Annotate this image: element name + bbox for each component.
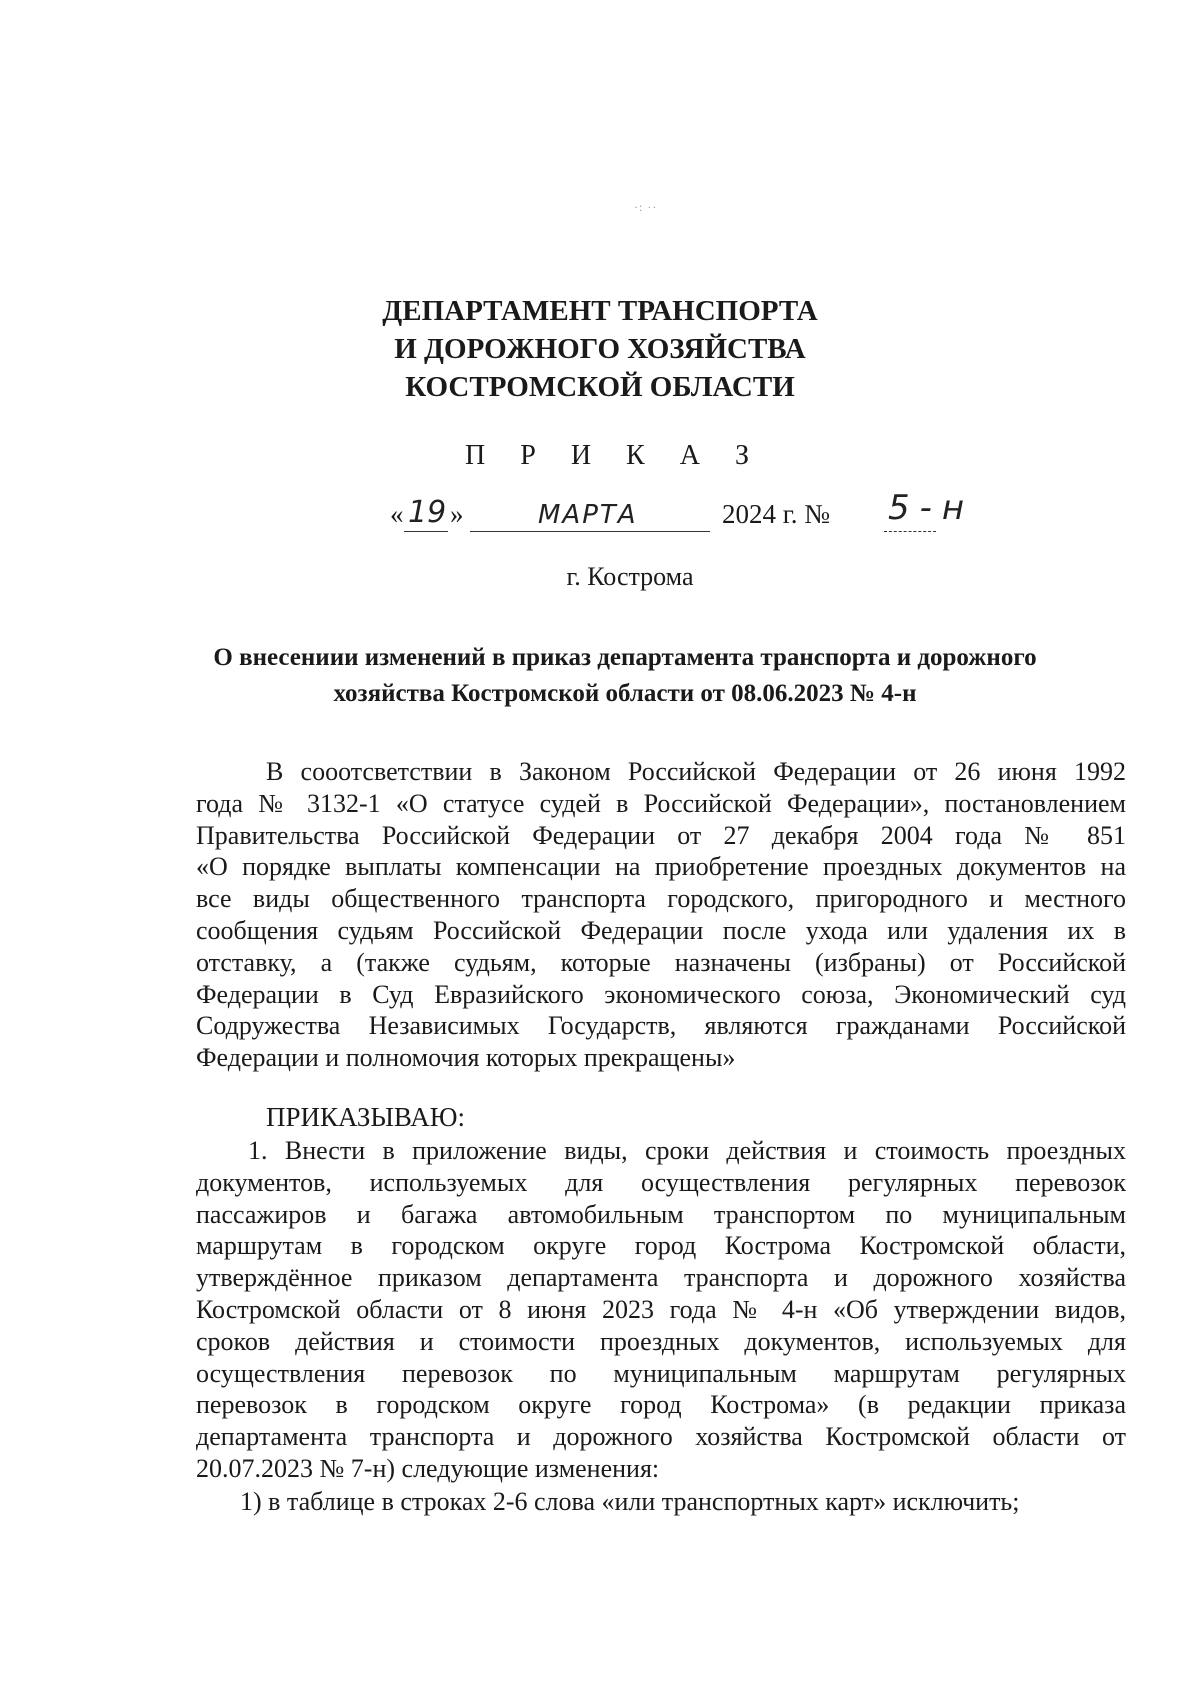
item-1-line: утверждённое приказом департамента транспорта и дорожного хозяйства xyxy=(196,1263,1126,1293)
document-type: П Р И К А З xyxy=(465,440,763,471)
header-line-2: И ДОРОЖНОГО ХОЗЯЙСТВА xyxy=(394,333,806,365)
preamble-line: сообщения судьям Российской Федерации после ухода или удаления их в xyxy=(196,915,1126,945)
number-underline xyxy=(884,531,936,532)
item-1-line: перевозок в городском округе город Кострома» (в редакции приказа xyxy=(196,1390,1126,1420)
month-underline xyxy=(470,531,710,532)
preamble-line: Содружества Независимых Государств, являются гражданами Российской xyxy=(196,1011,1126,1041)
order-word: ПРИКАЗЫВАЮ: xyxy=(266,1102,465,1132)
header-line-3: КОСТРОМСКОЙ ОБЛАСТИ xyxy=(405,371,795,403)
department-header xyxy=(0,292,1200,406)
item-1-line: 1. Внести в приложение виды, сроки действия и стоимость проездных xyxy=(248,1136,1126,1165)
item-1-line: документов, используемых для осуществления регулярных перевозок xyxy=(196,1167,1126,1197)
preamble-line: Правительства Российской Федерации от 27 декабря 2004 года № 851 xyxy=(196,820,1126,850)
preamble-line: отставку, а (также судьям, которые назначены (избраны) от Российской xyxy=(196,947,1126,977)
date-day: 19 xyxy=(408,495,447,530)
city: г. Кострома xyxy=(566,562,694,591)
header-line-1: ДЕПАРТАМЕНТ ТРАНСПОРТА xyxy=(382,295,818,327)
preamble-line: Федерации в Суд Евразийского экономического союза, Экономический суд xyxy=(196,979,1126,1009)
preamble xyxy=(196,756,1126,1074)
order-word-block xyxy=(196,1102,1126,1134)
subject-line-2: хозяйства Костромской области от 08.06.2023 № 4-н xyxy=(333,680,917,707)
subitem-1: 1) в таблице в строках 2-6 слова «или транспортных карт» исключить; xyxy=(240,1487,1020,1516)
item-1-line: 20.07.2023 № 7-н) следующие изменения: xyxy=(196,1453,660,1483)
item-1-line: осуществления перевозок по муниципальным маршрутам регулярных xyxy=(196,1358,1126,1388)
item-1-line: сроков действия и стоимости проездных документов, используемых для xyxy=(196,1326,1126,1356)
preamble-line: года № 3132-1 «О статусе судей в Российской Федерации», постановлением xyxy=(196,788,1126,818)
order-number: 5-н xyxy=(888,488,975,528)
item-1-line: маршрутам в городском округе город Кострома Костромской области, xyxy=(196,1231,1126,1261)
subject-line-1: О внесениии изменений в приказ департамента транспорта и дорожного xyxy=(213,644,1037,671)
item-1 xyxy=(196,1135,1126,1485)
date-open-quote: « xyxy=(390,499,404,529)
date-close-quote: » xyxy=(450,499,464,529)
item-1-line: Костромской области от 8 июня 2023 года № 4-н «Об утверждении видов, xyxy=(196,1294,1126,1324)
day-underline xyxy=(404,531,448,532)
item-1-line: департамента транспорта и дорожного хозяйства Костромской области от xyxy=(196,1422,1126,1452)
date-year-text: 2024 г. № xyxy=(722,499,831,529)
order-subject xyxy=(180,640,1070,712)
preamble-line: Федерации и полномочия которых прекращены» xyxy=(196,1043,736,1073)
item-1-line: пассажиров и багажа автомобильным транспортом по муниципальным xyxy=(196,1199,1126,1229)
date-number-line xyxy=(390,488,1030,536)
preamble-line: В сооотсветствии в Законом Российской Федерации от 26 июня 1992 xyxy=(266,757,1126,786)
preamble-line: все виды общественного транспорта городского, пригородного и местного xyxy=(196,884,1126,914)
scan-speck: ·: ·· xyxy=(634,200,658,214)
subitem-1-block xyxy=(196,1486,1126,1518)
date-month: МАРТА xyxy=(538,500,638,530)
preamble-line: «О порядке выплаты компенсации на приобретение проездных документов на xyxy=(196,852,1126,882)
